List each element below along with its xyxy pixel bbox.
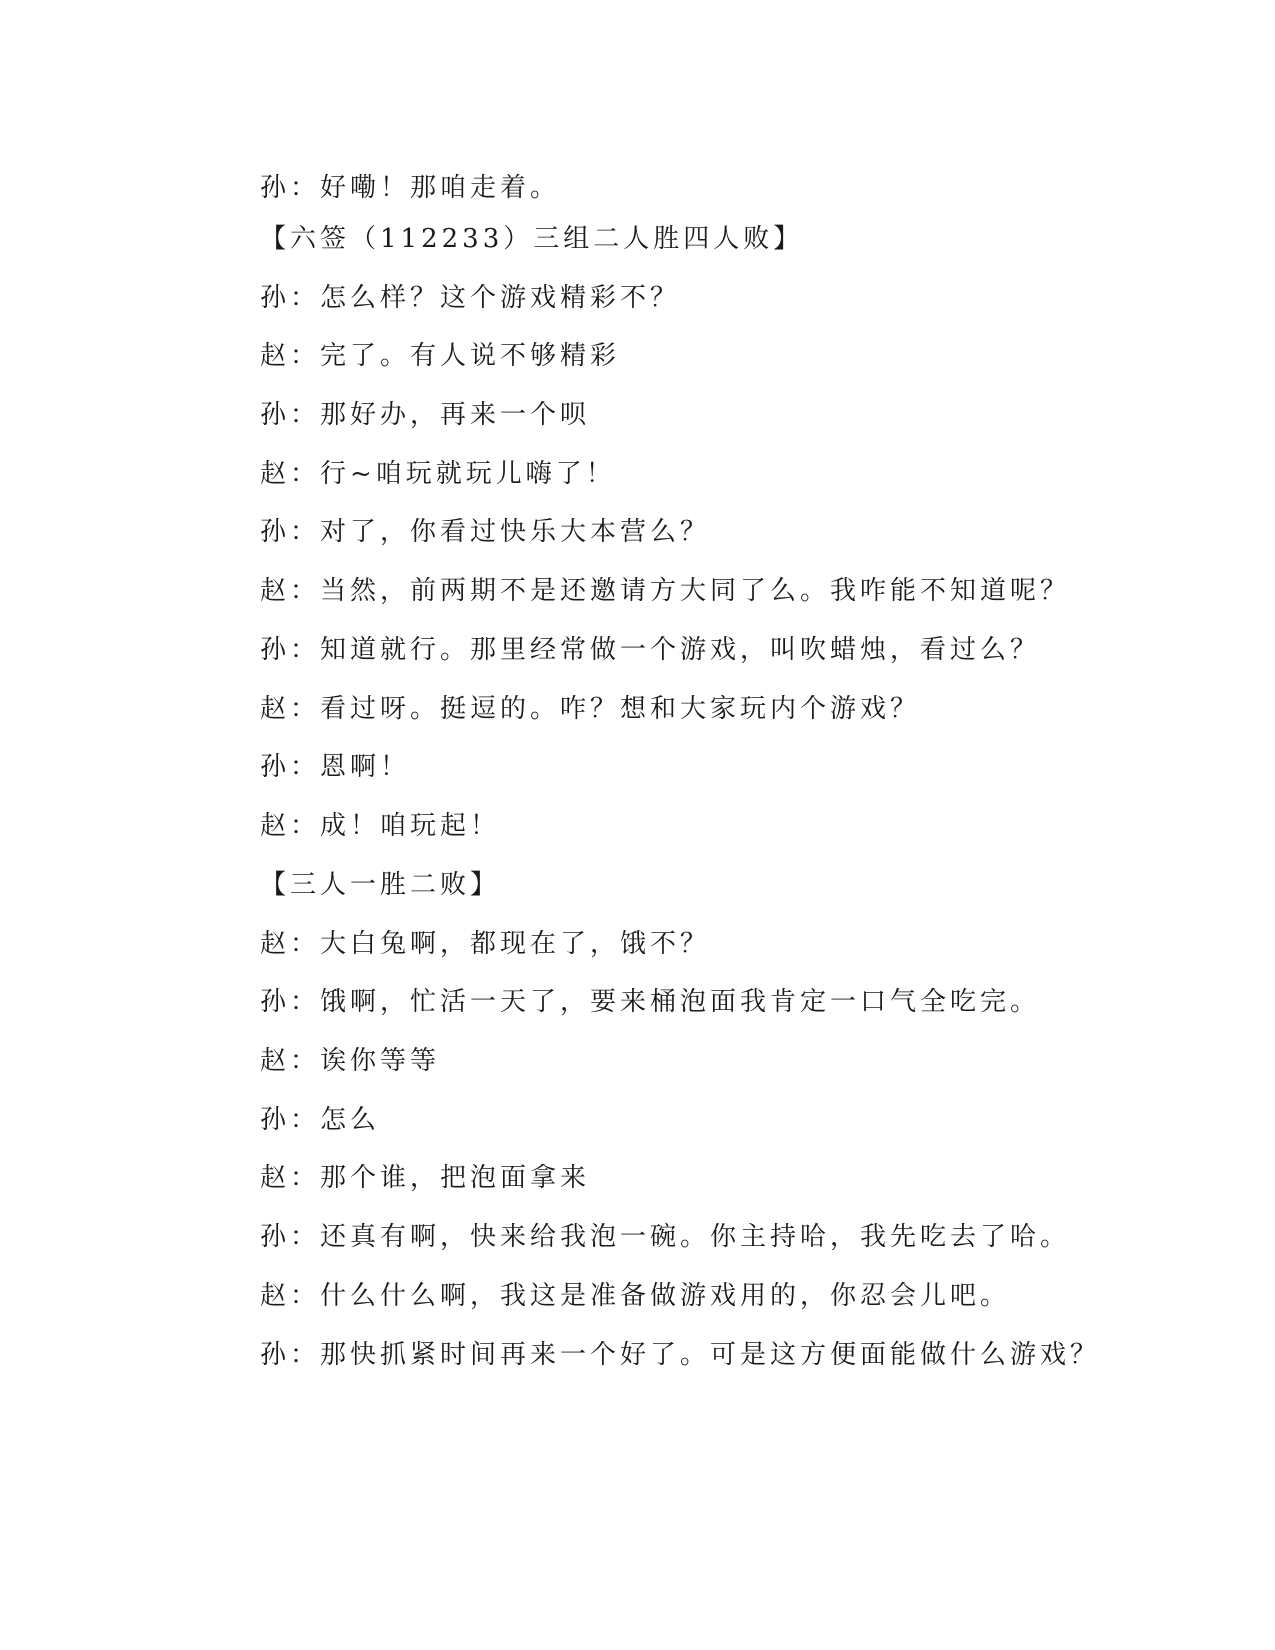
dialogue-line: 孙：那快抓紧时间再来一个好了。可是这方便面能做什么游戏？: [260, 1340, 1101, 1370]
section-heading: 【六签（112233）三组二人胜四人败】: [260, 224, 804, 254]
dialogue-line: 孙：怎么样？这个游戏精彩不？: [260, 283, 681, 313]
dialogue-line: 赵：看过呀。挺逗的。咋？想和大家玩内个游戏？: [260, 694, 921, 724]
dialogue-line: 赵：大白兔啊，都现在了，饿不？: [260, 929, 711, 959]
section-heading: 【三人一胜二败】: [260, 870, 501, 900]
dialogue-line: 孙：对了，你看过快乐大本营么？: [260, 517, 711, 547]
dialogue-line: 赵：诶你等等: [260, 1046, 441, 1076]
dialogue-line: 赵：成！咱玩起！: [260, 811, 501, 841]
dialogue-line: 赵：那个谁，把泡面拿来: [260, 1163, 591, 1193]
dialogue-line: 孙：饿啊，忙活一天了，要来桶泡面我肯定一口气全吃完。: [260, 987, 1041, 1017]
dialogue-line: 孙：还真有啊，快来给我泡一碗。你主持哈，我先吃去了哈。: [260, 1222, 1071, 1252]
dialogue-line: 孙：怎么: [260, 1105, 381, 1135]
dialogue-line: 赵：当然，前两期不是还邀请方大同了么。我咋能不知道呢？: [260, 576, 1071, 606]
dialogue-line: 赵：行~咱玩就玩儿嗨了！: [260, 459, 616, 489]
dialogue-line: 孙：好嘞！那咱走着。: [260, 173, 561, 203]
dialogue-line: 孙：知道就行。那里经常做一个游戏，叫吹蜡烛，看过么？: [260, 635, 1041, 665]
dialogue-line: 孙：那好办，再来一个呗: [260, 400, 591, 430]
dialogue-line: 赵：什么什么啊，我这是准备做游戏用的，你忍会儿吧。: [260, 1281, 1011, 1311]
dialogue-line: 孙：恩啊！: [260, 752, 411, 782]
dialogue-line: 赵：完了。有人说不够精彩: [260, 341, 621, 371]
